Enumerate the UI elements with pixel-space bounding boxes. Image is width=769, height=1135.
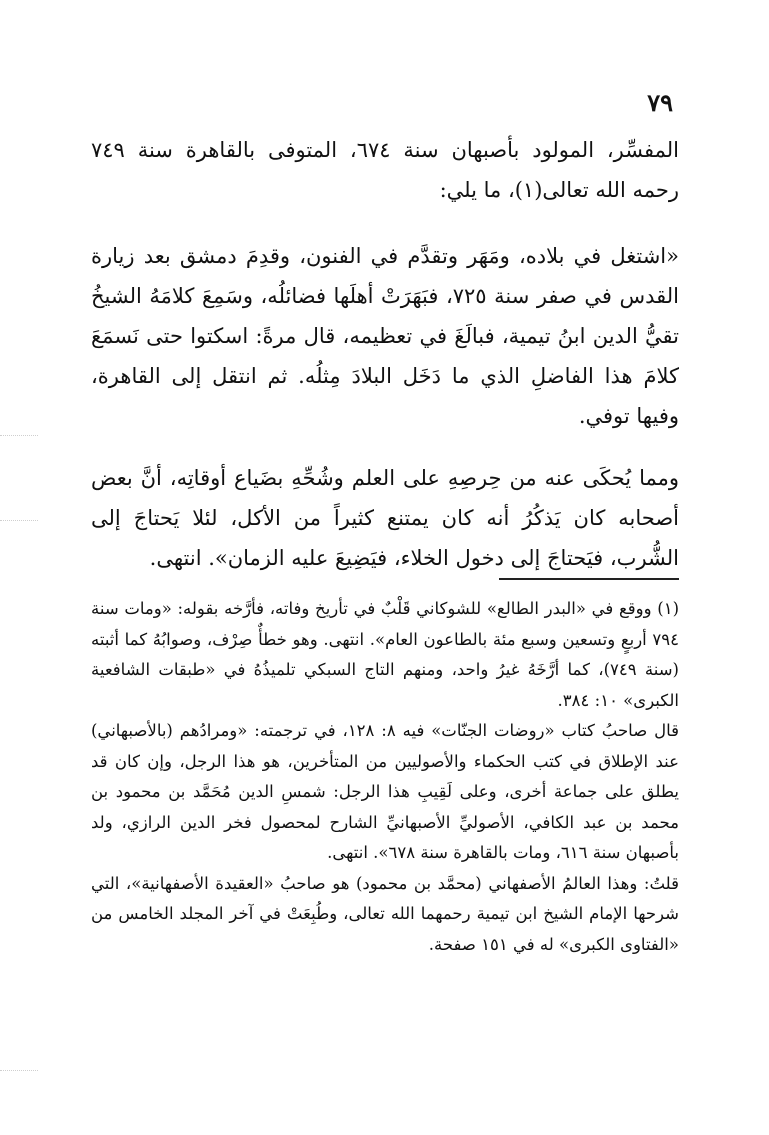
page-number: ٧٩ — [647, 88, 673, 117]
main-text — [91, 130, 679, 600]
footnotes — [91, 594, 679, 960]
margin-mark — [0, 520, 38, 521]
intro-paragraph: المفسِّر، المولود بأصبهان سنة ٦٧٤، المتوفى بالقاهرة سنة ٧٤٩ رحمه الله تعالى(١)، ما يلي: — [91, 138, 679, 202]
anecdote-paragraph: ومما يُحكَى عنه من حِرصِهِ على العلم وشُحِّهِ بضَياع أوقاتِه، أنَّ بعض أصحابه كان يَذكُرُ أنه كان يمتنع كثيراً من الأكل، لئلا يَحتاجَ إلى الشُّرب، فيَحتاجَ إلى دخول الخلاء، فيَضِيعَ عليه الزمان». انتهى. — [91, 466, 679, 570]
margin-mark — [0, 1070, 38, 1071]
margin-mark — [0, 435, 38, 436]
footnote-2: قال صاحبُ كتاب «روضات الجنّات» فيه ٨: ١٢٨، في ترجمته: «ومرادُهم (بالأصبهاني) عند الإطلاق في كتب الحكماء والأصوليين من المتأخرين، هو هذا الرجل، وإن كان قد يطلق على جماعة أخرى، وعلى لَقِيبِ هذا الرجل: شمسِ الدين مُحَمَّد بن محمود بن محمد بن عبد الكافي، الأصوليِّ الأصبهانيِّ الشارح لمحصول فخر الدين الرازي، ولد بأصبهان سنة ٦١٦، ومات بالقاهرة سنة ٦٧٨». انتهى. — [91, 721, 679, 862]
footnote-divider — [499, 578, 679, 580]
footnote-1: (١) ووقع في «البدر الطالع» للشوكاني قَلْبٌ في تأريخ وفاته، فأرَّخه بقوله: «ومات سنة ٧٩٤ أربعٍ وتسعين وسبع مئة بالطاعون العام». انتهى. وهو خطأٌ صِرْف، وصوابُهُ كما أثبته (سنة ٧٤٩)، كما أرَّخَهُ غيرُ واحد، ومنهم التاج السبكي تلميذُهُ في «طبقات الشافعية الكبرى» ١٠: ٣٨٤. — [91, 599, 679, 710]
footnote-3: قلتُ: وهذا العالمُ الأصفهاني (محمَّد بن محمود) هو صاحبُ «العقيدة الأصفهانية»، التي شرحها الإمام الشيخ ابن تيمية رحمهما الله تعالى، وطُبِعَتْ في آخر المجلد الخامس من «الفتاوى الكبرى» له في ١٥١ صفحة. — [91, 873, 679, 954]
biography-paragraph: «اشتغل في بلاده، ومَهَر وتقدَّم في الفنون، وقدِمَ دمشق بعد زيارة القدس في صفر سنة ٧٢٥، فبَهَرَتْ أهلَها فضائلُه، وسَمِعَ كلامَهُ الشيخُ تقيُّ الدين ابنُ تيمية، فبالَغَ في تعظيمه، قال مرةً: اسكتوا حتى نَسمَعَ كلامَ هذا الفاضلِ الذي ما دَخَل البلادَ مِثلُه. ثم انتقل إلى القاهرة، وفيها توفي. — [91, 244, 679, 428]
